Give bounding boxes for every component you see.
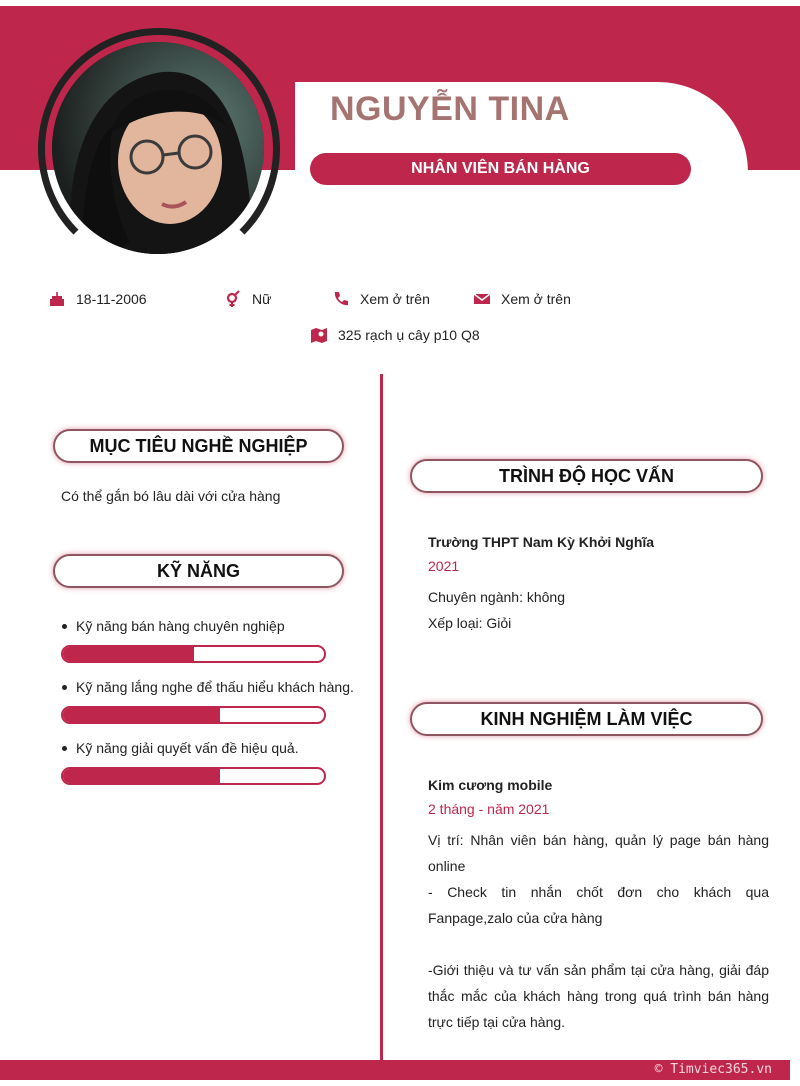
experience-duty-1: - Check tin nhắn chốt đơn cho khách qua Fanpage,zalo của cửa hàng (428, 884, 769, 926)
bullet (62, 746, 67, 751)
map-marker-icon (310, 326, 328, 344)
education-year: 2021 (428, 558, 460, 574)
school-name: Trường THPT Nam Kỳ Khởi Nghĩa (428, 534, 655, 550)
objective-text: Có thể gắn bó lâu dài với cửa hàng (61, 488, 281, 504)
education-major: Chuyên ngành: không (428, 589, 565, 605)
skill-bar-fill (63, 708, 220, 722)
skill-label: Kỹ năng giải quyết vấn đề hiệu quả. (76, 740, 299, 756)
skill-item (62, 679, 354, 695)
company-name: Kim cương mobile (428, 777, 553, 793)
education-grade: Xếp loại: Giỏi (428, 615, 512, 631)
experience-duty-2: -Giới thiệu và tư vấn sản phẩm tại cửa hàng, giải đáp thắc mắc của khách hàng trong quá trình bán hàng trực tiếp tại cửa hàng. (428, 962, 769, 1030)
skill-bar-fill (63, 769, 220, 783)
phone-icon (332, 290, 350, 308)
skill-item (62, 740, 299, 756)
skills-heading: KỸ NĂNG (53, 554, 344, 588)
position-title: NHÂN VIÊN BÁN HÀNG (310, 153, 691, 185)
experience-role: Vị trí: Nhân viên bán hàng, quản lý page bán hàng online (428, 832, 769, 874)
skill-bar (61, 767, 326, 785)
skill-bar-fill (63, 647, 194, 661)
mail-icon (473, 290, 491, 308)
footer-watermark: © Timviec365.vn (654, 1062, 772, 1077)
email-value: Xem ở trên (501, 291, 571, 307)
column-divider (380, 374, 383, 1060)
contact-email (473, 290, 571, 308)
avatar (52, 42, 264, 254)
contact-address (310, 326, 480, 344)
bullet (62, 624, 67, 629)
skill-bar (61, 645, 326, 663)
skill-bar (61, 706, 326, 724)
avatar-photo (52, 42, 264, 254)
skill-label: Kỹ năng bán hàng chuyên nghiệp (76, 618, 285, 634)
cake-icon (48, 290, 66, 308)
skill-label: Kỹ năng lắng nghe để thấu hiểu khách hàng. (76, 679, 354, 695)
objective-heading: MỤC TIÊU NGHỀ NGHIỆP (53, 429, 344, 463)
address-value: 325 rạch ụ cây p10 Q8 (338, 327, 480, 343)
candidate-name: NGUYỄN TINA (330, 90, 570, 128)
birthday-value: 18-11-2006 (76, 291, 147, 307)
experience-period: 2 tháng - năm 2021 (428, 801, 550, 817)
education-heading: TRÌNH ĐỘ HỌC VẤN (410, 459, 763, 493)
contact-gender (224, 290, 271, 308)
contact-birthday (48, 290, 147, 308)
gender-icon (224, 290, 242, 308)
experience-heading: KINH NGHIỆM LÀM VIỆC (410, 702, 763, 736)
gender-value: Nữ (252, 291, 272, 307)
phone-value: Xem ở trên (360, 291, 430, 307)
skill-item (62, 618, 285, 634)
bullet (62, 685, 67, 690)
contact-phone (332, 290, 430, 308)
